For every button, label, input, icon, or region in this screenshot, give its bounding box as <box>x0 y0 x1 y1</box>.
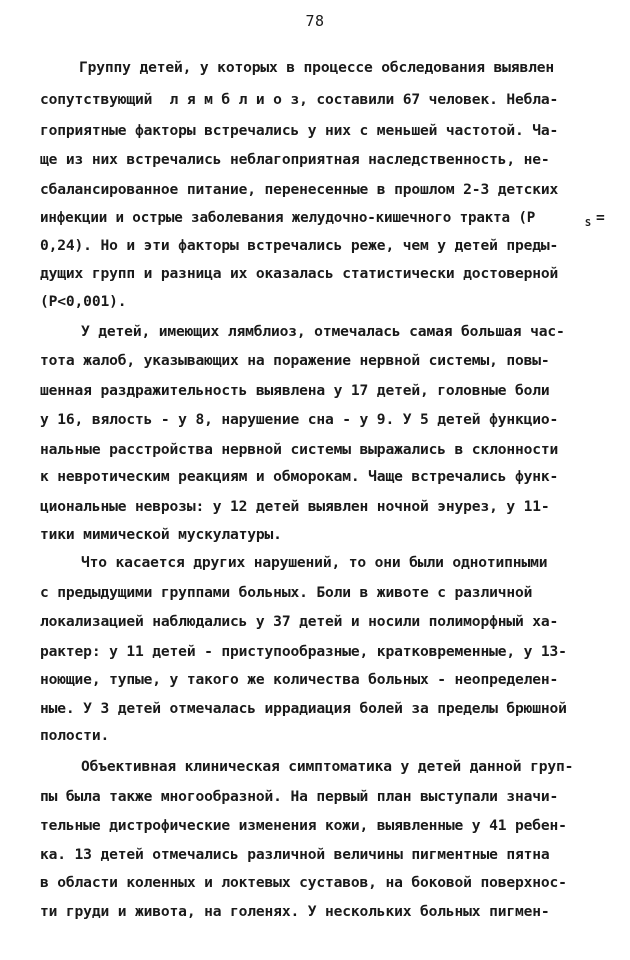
text-line: тота жалоб, указывающих на поражение нервной системы, повы- <box>40 352 550 369</box>
text-line: 0,24). Но и эти факторы встречались реже, чем у детей преды- <box>40 237 559 254</box>
text-line: ноющие, тупые, у такого же количества больных - неопределен- <box>40 671 559 688</box>
text-line: сбалансированное питание, перенесенные в прошлом 2-3 детских <box>40 181 559 198</box>
text-line: (P<0,001). <box>40 293 127 310</box>
text-line: рактер: у 11 детей - приступообразные, кратковременные, у 13- <box>40 643 567 660</box>
text-line: гоприятные факторы встречались у них с меньшей частотой. Ча- <box>40 122 559 139</box>
text-line: Группу детей, у которых в процессе обследования выявлен <box>79 59 554 76</box>
text-line: в области коленных и локтевых суставов, на боковой поверхнос- <box>40 874 567 891</box>
text-line: тельные дистрофические изменения кожи, выявленные у 41 ребен- <box>40 817 567 834</box>
text-line: ти груди и живота, на голенях. У нескольких больных пигмен- <box>40 903 550 920</box>
text-line: сопутствующий л я м б л и о з, составили 67 человек. Небла- <box>40 91 559 108</box>
text-line: циональные неврозы: у 12 детей выявлен ночной энурез, у 11- <box>40 498 550 515</box>
text-line: инфекции и острые заболевания желудочно-кишечного тракта (P <box>40 210 536 226</box>
text-line: к невротическим реакциям и обморокам. Чаще встречались функ- <box>40 468 559 485</box>
subscript-s: S <box>585 218 592 229</box>
text-line: шенная раздражительность выявлена у 17 детей, головные боли <box>40 382 550 399</box>
text-line: Что касается других нарушений, то они были однотипными <box>81 554 548 571</box>
text-line: Объективная клиническая симптоматика у детей данной груп- <box>81 758 574 775</box>
text-line: локализацией наблюдались у 37 детей и носили полиморфный ха- <box>40 613 559 630</box>
text-line: пы была также многообразной. На первый план выступали значи- <box>40 788 559 805</box>
text-line: У детей, имеющих лямблиоз, отмечалась самая большая час- <box>81 323 565 340</box>
page-number: 78 <box>305 12 325 30</box>
equals-sign: = <box>596 209 605 226</box>
text-line: нальные расстройства нервной системы выражались в склонности <box>40 441 559 458</box>
text-line: тики мимической мускулатуры. <box>40 526 282 543</box>
text-line: ще из них встречались неблагоприятная наследственность, не- <box>40 151 550 168</box>
text-line: дущих групп и разница их оказалась статистически достоверной <box>40 265 559 282</box>
text-line: у 16, вялость - у 8, нарушение сна - у 9. У 5 детей функцио- <box>40 411 559 428</box>
text-line: с предыдущими группами больных. Боли в животе с различной <box>40 584 533 601</box>
text-line: ные. У 3 детей отмечалась иррадиация болей за пределы брюшной <box>40 700 567 717</box>
text-line: полости. <box>40 727 110 744</box>
text-line: ка. 13 детей отмечались различной величины пигментные пятна <box>40 846 550 863</box>
